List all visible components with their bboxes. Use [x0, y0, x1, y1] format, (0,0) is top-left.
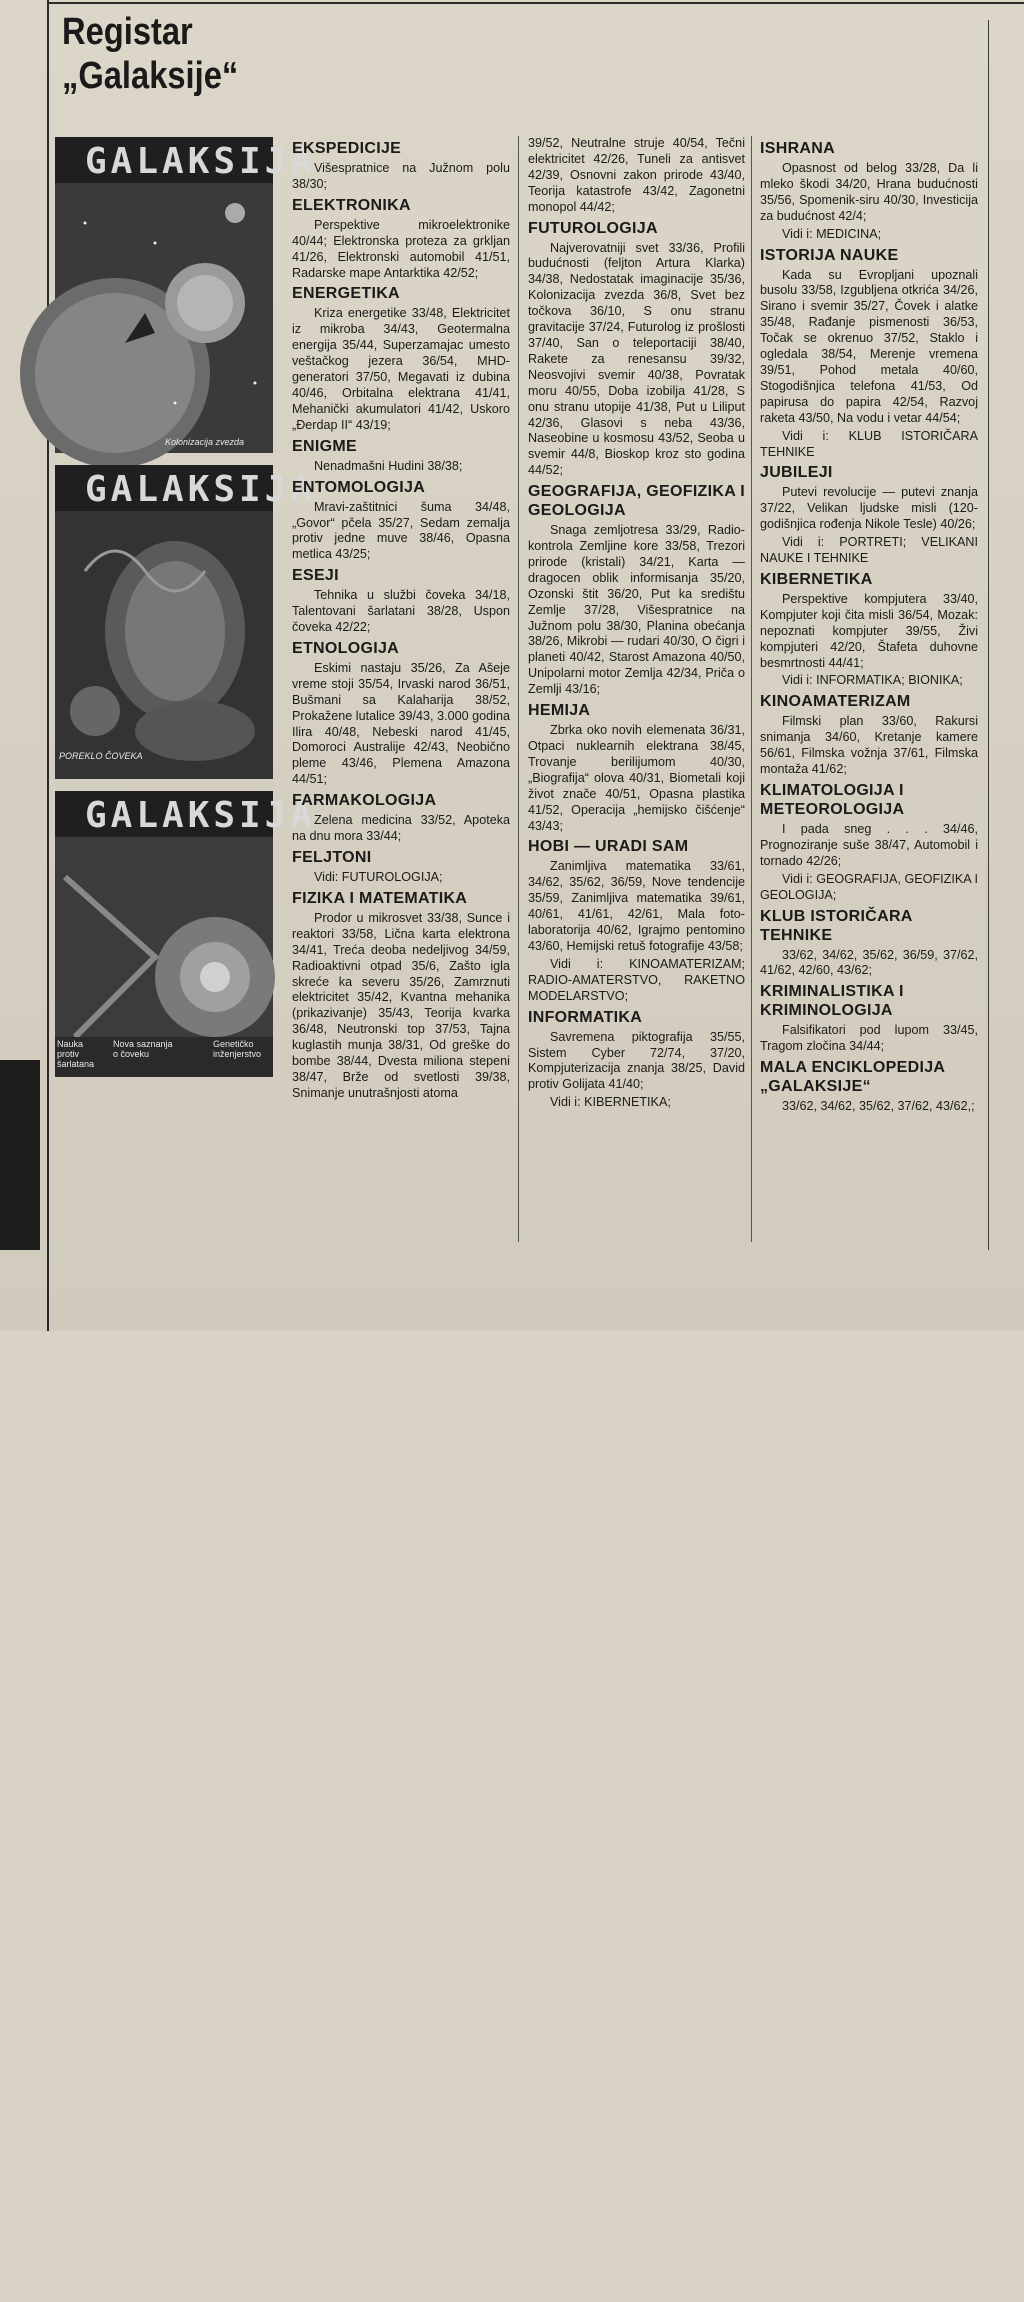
entry	[292, 196, 510, 282]
entry-heading: KINOAMATERIZAM	[760, 693, 911, 711]
entry	[292, 478, 510, 564]
page-number: 60	[14, 2276, 39, 2301]
entry-see-also: Vidi i: KLUB ISTORIČARA TEHNIKE	[760, 428, 978, 459]
entry	[760, 692, 978, 778]
entry-heading: FUTUROLOGIJA	[528, 219, 658, 237]
cover-caption: Kolonizacija zvezda	[165, 437, 245, 447]
cover-caption-right: Genetičko inženjerstvo	[213, 1039, 262, 1059]
entry-heading: KRIMINALISTIKA I KRIMINOLOGIJA	[760, 983, 904, 1020]
title-line-1: Registar	[62, 11, 193, 53]
entry-text: Filmski plan 33/60, Rakursi snimanja 34/60, Kretanje kamere 56/61, Filmska vožnja 37/61, Filmska montaža 41/62;	[760, 714, 978, 777]
entry	[292, 566, 510, 636]
entry-text: Vidi: FUTUROLOGIJA;	[314, 870, 443, 884]
entry-text: Tehnika u službi čoveka 34/18, Talentovani šarlatani 38/28, Uspon čoveka 42/22;	[292, 588, 510, 635]
entry-heading: ENERGETIKA	[292, 285, 400, 303]
right-margin-rule	[988, 20, 989, 1250]
entry-text: Putevi revolucije — putevi znanja 37/22, Velikan ljudske misli (120-godišnjica rođenja Nikole Tesle) 40/26;	[760, 485, 978, 532]
entry-heading: JUBILEJI	[760, 464, 833, 482]
entry-heading: ENTOMOLOGIJA	[292, 478, 426, 496]
entry-heading: ISTORIJA NAUKE	[760, 246, 899, 264]
entry	[760, 907, 978, 980]
entry-text: 33/62, 34/62, 35/62, 36/59, 37/62, 41/62, 42/60, 43/62;	[760, 947, 978, 978]
entry-text: Eskimi nastaju 35/26, Za Ašeje vreme stoji 35/54, Irvaski narod 36/51, Bušmani sa Kalaharija 38/52, Prokažene lutalice 39/43, 3.000 godina Ilira 40/48, Nebeski narod 41/45, Domoroci Australije 42/43, Neobično pleme 43/46, Plemena Amazona 44/51;	[292, 660, 510, 787]
entry-see-also: Vidi i: MEDICINA;	[782, 226, 882, 241]
entry-see-also: Vidi i: KIBERNETIKA;	[550, 1095, 671, 1110]
cover-image-3	[55, 791, 317, 1077]
entry-see-also: Vidi i: GEOGRAFIJA, GEOFIZIKA I GEOLOGIJA;	[760, 871, 978, 902]
entry-text: Perspektive mikroelektronike 40/44; Elektronska proteza za grkljan 41/26, Elektronski automobil 41/51, Radarske mape Antarktika 42/52;	[292, 217, 510, 280]
entry	[528, 482, 745, 698]
cover-caption-mid: Nova saznanja o čoveku	[113, 1039, 173, 1059]
entry-heading: FARMAKOLOGIJA	[292, 792, 437, 810]
left-margin-rule	[47, 0, 49, 1331]
cover-masthead: GALAKSIJA	[55, 137, 273, 183]
column-divider	[518, 136, 519, 1242]
entry-text: Prodor u mikrosvet 33/38, Sunce i reaktori 33/58, Lična karta elektrona 34/41, Treća deoba nedeljivog 34/59, Radioaktivni otpad 35/6, Zašto igla skreće ka severu 35/26, Zamrznuti elektricitet 35/42, Kvantna mehanika (prikazivanje) 35/43, Teorija kvarka 36/48, Neutronski top 37/53, Tajna kuglastih munja 38/31, Od greške do bombe 38/44, Dvesta miliona stepeni 38/47, Brže od svetlosti 39/38, Snimanje unutrašnjosti atoma	[292, 910, 510, 1100]
cover-image-1	[55, 137, 317, 453]
entry-heading: FIZIKA I MATEMATIKA	[292, 889, 468, 907]
entry	[292, 791, 510, 845]
entry	[760, 246, 978, 461]
entry-text: I pada sneg . . . 34/46, Prognoziranje suše 38/47, Automobil i tornado 42/26;	[760, 822, 978, 868]
entry	[292, 889, 510, 1102]
entry-heading: KLUB ISTORIČARA TEHNIKE	[760, 907, 913, 944]
entry-see-also: Vidi i: INFORMATIKA; BIONIKA;	[782, 673, 963, 688]
entry-text: Falsifikatori pod lupom 33/45, Tragom zločina 34/44;	[760, 1023, 978, 1054]
index-column-3	[760, 136, 978, 1117]
entry-heading: KLIMATOLOGIJA I METEOROLOGIJA	[760, 782, 905, 818]
entry	[760, 781, 978, 904]
entry	[528, 701, 745, 834]
entry	[528, 1008, 745, 1112]
entry	[528, 837, 745, 1004]
entry	[760, 570, 978, 689]
title-line-2: „Galaksije“	[62, 55, 239, 97]
entry-see-also: Vidi i: KINOAMATERIZAM; RADIO-AMATERSTVO, RAKETNO MODELARSTVO;	[528, 956, 745, 1003]
side-tab	[0, 1060, 40, 2301]
entry-heading: ETNOLOGIJA	[292, 639, 400, 657]
top-rule	[47, 2, 1024, 4]
entry-text: Savremena piktografija 35/55, Sistem Cyber 72/74, 37/20, Kompjuterizacija znanja 38/25, David protiv Golijata 41/40;	[528, 1029, 745, 1092]
cover-caption-left: Nauka protiv šarlatana	[57, 1039, 95, 1069]
cover-masthead: GALAKSIJA	[55, 465, 273, 511]
entry	[292, 284, 510, 433]
entry	[292, 639, 510, 788]
entry-heading: ISHRANA	[760, 140, 835, 157]
entry-heading: INFORMATIKA	[528, 1008, 643, 1026]
entry-text: Zelena medicina 33/52, Apoteka na dnu mora 33/44;	[292, 813, 510, 844]
page-title	[62, 10, 238, 98]
entry-text: Perspektive kompjutera 33/40, Kompjuter koji čita misli 36/54, Mozak: nepoznati kompjuter 39/55, Živi kompjuteri 42/20, Štafeta duhovne besmrtnosti 44/41;	[760, 591, 978, 670]
entry-text: Kada su Evropljani upoznali busolu 33/58, Izgubljena otkrića 34/26, Sirano i svemir 35/27, Čovek i alatke 35/48, Rađanje pismenosti 36/53, Točak se okrenuo 37/52, Staklo i ogledala 38/54, Merenje vremena 39/51, Pohod metala 40/60, Stogodišnjica telefona 41/53, Od papirusa do papira 42/54, Razvoj raketa 43/50, Na vodu i vetar 44/54;	[760, 267, 978, 425]
entry-text: Višespratnice na Južnom polu 38/30;	[292, 161, 510, 191]
entry-heading: HEMIJA	[528, 702, 591, 720]
entry-heading: HOBI — URADI SAM	[528, 838, 689, 856]
cover-caption: POREKLO ČOVEKA	[59, 751, 143, 761]
entry	[760, 982, 978, 1055]
entry-text: Snaga zemljotresa 33/29, Radio-kontrola Zemljine kore 33/58, Trezori prirode (kristali) 34/21, Karta — dragocen oblik informisanja 35/20, Ozonski štit 36/20, Put ka središtu Zemlje 37/28, Višespratnice na Južnom polu 38/30, Planina obećanja 38/26, Mikrobi — rudari 40/30, O čigri i planeti 40/42, Starost Amazona 40/50, Unipolarni motor Zemlja 42/34, Priča o Zemlji 43/16;	[528, 523, 745, 697]
column-divider	[751, 136, 752, 1242]
entry-text: 33/62, 34/62, 35/62, 37/62, 43/62,;	[782, 1099, 975, 1114]
entry-text: Kriza energetike 33/48, Elektricitet iz mikroba 34/43, Geotermalna energija 35/44, Superzamajac umesto veštačkog jezera 36/54, MHD-generatori 37/50, Megavati iz dubina 40/46, Orbitalna elektrana 41/41, Mehanički akumulatori 41/42, Uskoro „Đerdap II“ 43/19;	[292, 306, 510, 432]
cover-masthead: GALAKSIJA	[55, 791, 273, 837]
entry-heading: FELJTONI	[292, 849, 372, 866]
cover-art-space	[55, 183, 273, 453]
entry	[760, 463, 978, 567]
cover-art-origin	[55, 511, 273, 779]
entry-continuation: 39/52, Neutralne struje 40/54, Tečni elektricitet 42/26, Tuneli za antisvet 42/39, Osnovni zakon prirode 43/40, Teorija katastrofe 43/42, Zagonetni monopol 44/42;	[528, 136, 745, 214]
entry	[760, 1058, 978, 1115]
entry	[292, 848, 510, 886]
index-column-1	[292, 136, 510, 1104]
entry-heading: ELEKTRONIKA	[292, 196, 411, 214]
entry-text: Zbrka oko novih elemenata 36/31, Otpaci nuklearnih elektrana 38/45, Trovanje berilijumom 40/30, „Biografija“ olova 40/31, Biometali koji život znače 40/51, Opasna plastika 41/52, Operacija „hemijsko čišćenje“ 43/43;	[528, 723, 745, 833]
entry	[292, 437, 510, 475]
entry-heading: ESEJI	[292, 567, 339, 585]
entry-text: Opasnost od belog 33/28, Da li mleko škodi 34/20, Hrana budućnosti 35/56, Spomenik-siru 40/30, Investicija za budućnost 42/4;	[760, 161, 978, 223]
entry	[760, 139, 978, 243]
entry-heading: ENIGME	[292, 437, 357, 455]
entry-text: Mravi-zaštitnici šuma 34/48, „Govor“ pčela 35/27, Sedam zemalja protiv jedne muve 38/46, Opasna metlica 43/25;	[292, 499, 510, 562]
entry-heading: KIBERNETIKA	[760, 570, 873, 588]
entry	[528, 219, 745, 480]
index-column-2	[528, 136, 745, 1113]
entry-text: Zanimljiva matematika 33/61, 34/62, 35/62, 36/59, Nove tendencije 35/59, Zanimljiva matematika 39/61, 40/61, 41/61, 42/61, Mala foto-laboratorija 40/62, Igrajmo pentomino 43/60, Hemijski retuš fotografije 43/58;	[528, 859, 745, 953]
entry-see-also: Vidi i: PORTRETI; VELIKANI NAUKE I TEHNIKE	[760, 535, 978, 566]
entry	[292, 139, 510, 193]
entry-heading: EKSPEDICIJE	[292, 140, 402, 157]
entry-text: Najverovatniji svet 33/36, Profili budućnosti (feljton Artura Klarka) 34/38, Nedostatak imaginacije 35/36, Kolonizacija zvezda 36/8, Svet bez točkova 36/10, S onu stranu gravitacije 37/24, Futurolog iz prošlosti 37/40, San o teleportaciji 38/40, Rakete za renesansu 39/32, Neosvojivi svemir 40/38, Povratak moru 40/55, Doba izobilja 41/28, S onu stranu utopije 41/38, Put u Liliput 42/36, Glasovi s neba 43/36, Naseobine u kosmosu 43/52, Seoba u svemir 44/8, Bioskop kroz sto godina 44/52;	[528, 240, 745, 478]
entry-heading: MALA ENCIKLOPEDIJA „GALAKSIJE“	[760, 1059, 945, 1096]
entry-heading: GEOGRAFIJA, GEOFIZIKA I GEOLOGIJA	[528, 483, 745, 520]
entry-text: Nenadmašni Hudini 38/38;	[314, 458, 463, 473]
